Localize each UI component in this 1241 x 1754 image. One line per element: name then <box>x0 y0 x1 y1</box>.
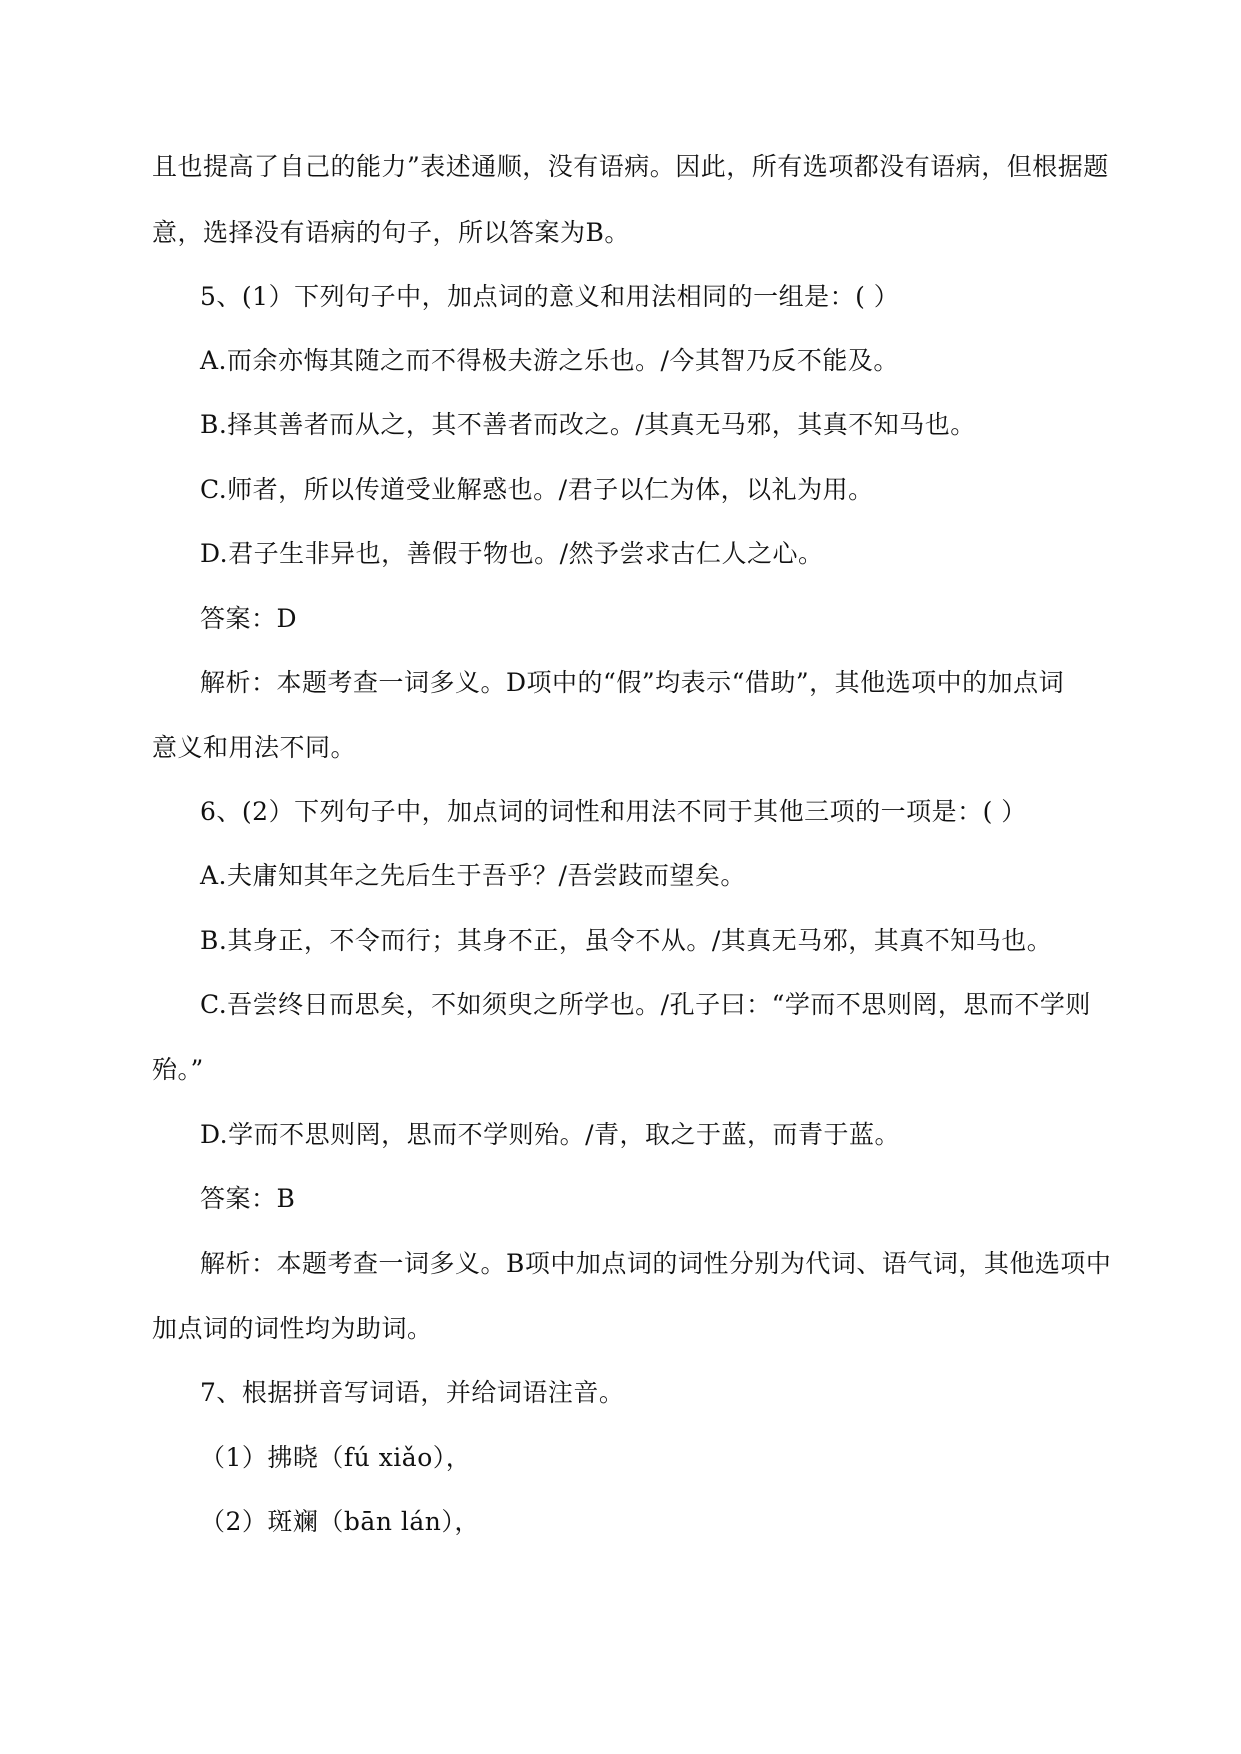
paragraph-line: 且也提高了自己的能力”表述通顺，没有语病。因此，所有选项都没有语病，但根据题 <box>152 152 1109 181</box>
question-5-option-a: A.而余亦悔其随之而不得极夫游之乐也。/今其智乃反不能及。 <box>200 346 899 375</box>
question-5-explanation: 解析：本题考查一词多义。D项中的“假”均表示“借助”，其他选项中的加点词 <box>200 668 1065 697</box>
question-6-answer: 答案：B <box>200 1184 296 1213</box>
question-6-option-c: C.吾尝终日而思矣，不如须臾之所学也。/孔子曰：“学而不思则罔，思而不学则 <box>200 990 1091 1019</box>
question-5-stem: 5、(1）下列句子中，加点词的意义和用法相同的一组是：( ） <box>200 282 900 311</box>
question-5-explanation-cont: 意义和用法不同。 <box>152 733 357 762</box>
question-5-answer: 答案：D <box>200 604 298 633</box>
question-6-option-b: B.其身正，不令而行；其身不正，虽令不从。/其真无马邪，其真不知马也。 <box>200 926 1053 955</box>
question-7-item-1: （1）拂晓（fú xiǎo）， <box>200 1443 472 1472</box>
question-6-stem: 6、(2）下列句子中，加点词的词性和用法不同于其他三项的一项是：( ） <box>200 797 1027 826</box>
question-6-option-c-cont: 殆。” <box>152 1055 204 1084</box>
question-7-item-2: （2）斑斓（bān lán）， <box>200 1507 480 1536</box>
question-6-option-a: A.夫庸知其年之先后生于吾乎？/吾尝跂而望矣。 <box>200 861 746 890</box>
question-6-explanation-cont: 加点词的词性均为助词。 <box>152 1314 433 1343</box>
question-7-stem: 7、根据拼音写词语，并给词语注音。 <box>200 1378 625 1407</box>
question-5-option-c: C.师者，所以传道受业解惑也。/君子以仁为体，以礼为用。 <box>200 475 874 504</box>
question-5-option-d: D.君子生非异也，善假于物也。/然予尝求古仁人之心。 <box>200 539 824 568</box>
question-5-option-b: B.择其善者而从之，其不善者而改之。/其真无马邪，其真不知马也。 <box>200 410 976 439</box>
paragraph-line: 意，选择没有语病的句子，所以答案为B。 <box>152 218 630 247</box>
question-6-option-d: D.学而不思则罔，思而不学则殆。/青，取之于蓝，而青于蓝。 <box>200 1120 901 1149</box>
question-6-explanation: 解析：本题考查一词多义。B项中加点词的词性分别为代词、语气词，其他选项中 <box>200 1249 1112 1278</box>
